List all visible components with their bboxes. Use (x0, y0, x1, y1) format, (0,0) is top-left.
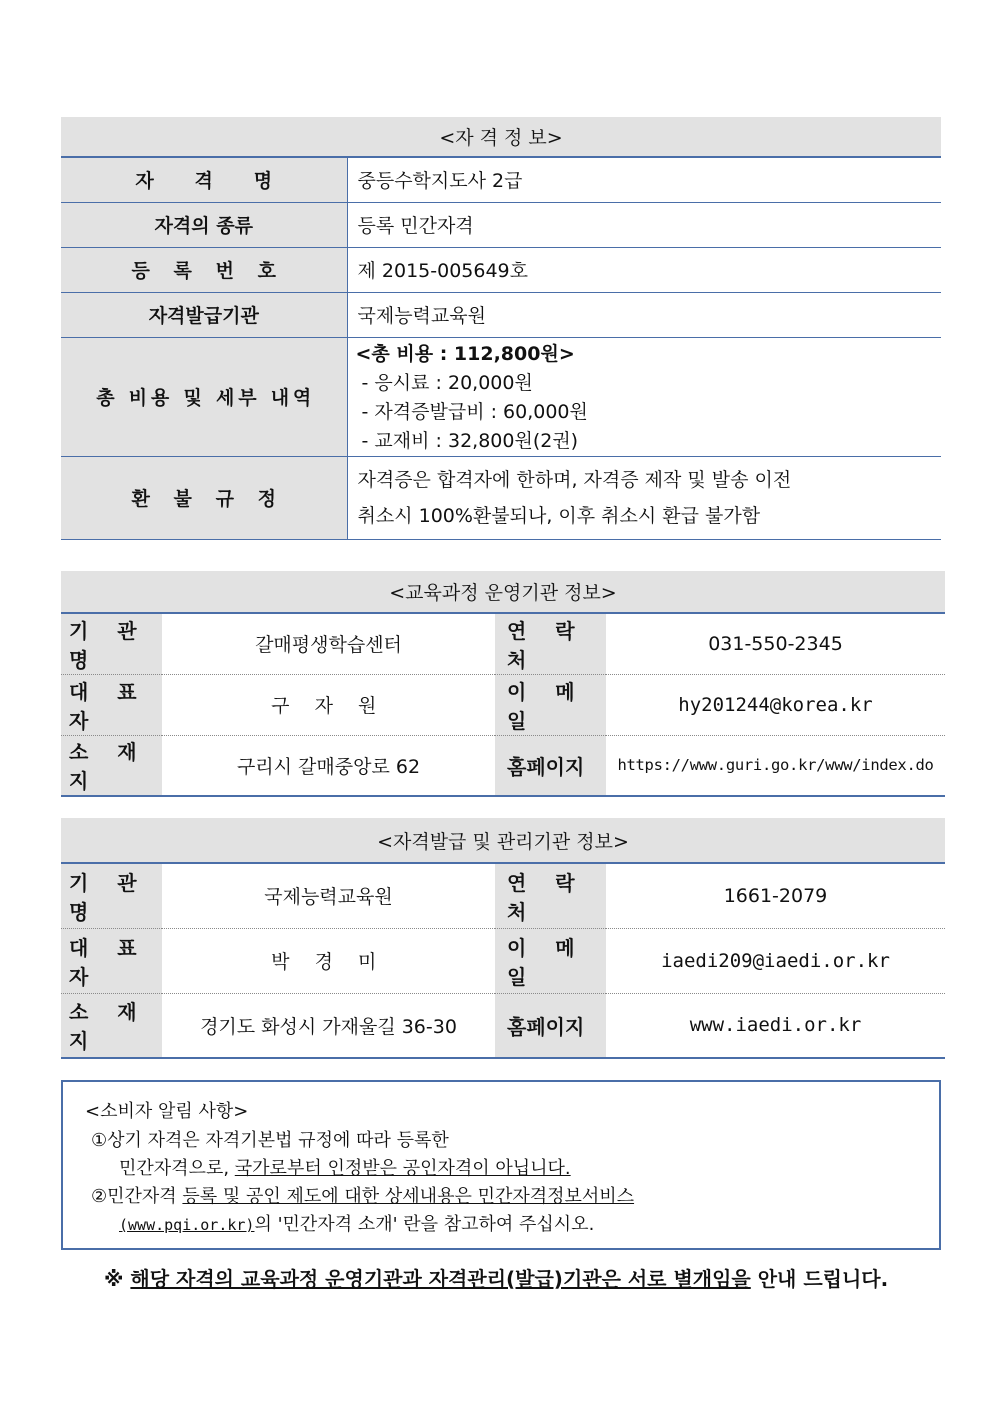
education-org-title: <교육과정 운영기관 정보> (61, 571, 945, 613)
value-qualification-name: 중등수학지도사 2급 (347, 157, 941, 202)
value-qualification-type: 등록 민간자격 (347, 202, 941, 247)
label-qualification-name: 자 격 명 (61, 157, 347, 202)
iss-value-homepage-link[interactable]: www.iaedi.or.kr (606, 993, 945, 1058)
edu-value-contact: 031-550-2345 (606, 613, 945, 674)
iss-value-contact: 1661-2079 (606, 863, 945, 928)
iss-label-homepage: 홈페이지 (495, 993, 606, 1058)
iss-label-representative: 대 표 자 (61, 928, 162, 993)
refund-line-1: 자격증은 합격자에 한하며, 자격증 제작 및 발송 이전 (357, 468, 792, 491)
iss-label-address: 소 재 지 (61, 993, 162, 1058)
cost-line-certificate-fee: - 자격증발급비 : 60,000원 (355, 400, 588, 423)
iss-label-org-name: 기 관 명 (61, 863, 162, 928)
issuing-org-table (61, 818, 945, 1059)
edu-label-homepage: 홈페이지 (495, 735, 606, 796)
issuing-org-title: <자격발급 및 관리기관 정보> (61, 818, 945, 863)
iss-label-email: 이 메 일 (495, 928, 606, 993)
education-org-table (61, 571, 945, 797)
notice-item-1-line-2: 민간자격으로, 국가로부터 인정받은 공인자격이 아닙니다. (119, 1158, 571, 1179)
notice-item-2-line-1: ②민간자격 등록 및 공인 제도에 대한 상세내용은 민간자격정보서비스 (91, 1186, 635, 1207)
iss-value-email[interactable]: iaedi209@iaedi.or.kr (606, 928, 945, 993)
iss-label-contact: 연 락 처 (495, 863, 606, 928)
cost-total-line: <총 비용 : 112,800원> (355, 342, 575, 365)
notice-title: <소비자 알림 사항> (85, 1101, 249, 1122)
cost-line-textbook-fee: - 교재비 : 32,800원(2권) (355, 429, 579, 452)
edu-value-email[interactable]: hy201244@korea.kr (606, 674, 945, 735)
notice-item-2-line-2: (www.pqi.or.kr)의 '민간자격 소개' 란을 참고하여 주십시오. (119, 1214, 595, 1235)
label-issuing-body: 자격발급기관 (61, 292, 347, 337)
value-registration-number: 제 2015-005649호 (347, 247, 941, 292)
edu-label-contact: 연 락 처 (495, 613, 606, 674)
qualification-info-table (61, 117, 941, 540)
iss-value-org-name: 국제능력교육원 (162, 863, 495, 928)
notice-item-1-line-1: ①상기 자격은 자격기본법 규정에 따라 등록한 (91, 1130, 449, 1151)
value-issuing-body: 국제능력교육원 (347, 292, 941, 337)
consumer-notice-box (61, 1080, 941, 1250)
edu-value-address: 구리시 갈매중앙로 62 (162, 735, 495, 796)
footnote: ※ 해당 자격의 교육과정 운영기관과 자격관리(발급)기관은 서로 별개임을 안내 드립니다. (104, 1267, 889, 1291)
label-qualification-type: 자격의 종류 (61, 202, 347, 247)
edu-label-address: 소 재 지 (61, 735, 162, 796)
edu-value-representative: 구 자 원 (162, 674, 495, 735)
pqi-link[interactable]: (www.pqi.or.kr) (119, 1216, 255, 1234)
edu-value-org-name: 갈매평생학습센터 (162, 613, 495, 674)
label-total-cost: 총 비용 및 세부 내역 (61, 337, 347, 456)
qualification-table-title: <자 격 정 보> (61, 117, 941, 157)
label-registration-number: 등 록 번 호 (61, 247, 347, 292)
edu-value-homepage-link[interactable]: https://www.guri.go.kr/www/index.do (606, 735, 945, 796)
iss-value-representative: 박 경 미 (162, 928, 495, 993)
value-total-cost (347, 337, 941, 456)
refund-line-2: 취소시 100%환불되나, 이후 취소시 환급 불가함 (357, 504, 761, 527)
cost-line-exam-fee: - 응시료 : 20,000원 (355, 371, 533, 394)
label-refund-policy: 환 불 규 정 (61, 456, 347, 539)
iss-value-address: 경기도 화성시 가재울길 36-30 (162, 993, 495, 1058)
edu-label-email: 이 메 일 (495, 674, 606, 735)
value-refund-policy (347, 456, 941, 539)
edu-label-representative: 대 표 자 (61, 674, 162, 735)
edu-label-org-name: 기 관 명 (61, 613, 162, 674)
